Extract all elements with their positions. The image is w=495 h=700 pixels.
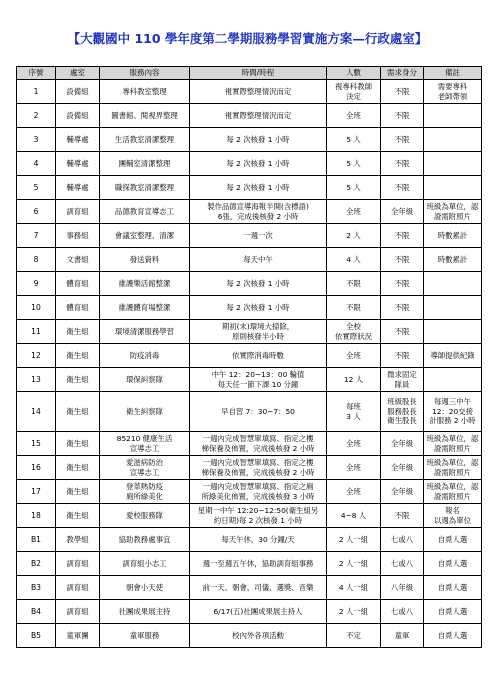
cell-people: 2 人一組: [327, 528, 381, 552]
cell-note: 自覓人選: [424, 600, 482, 624]
header-people: 人數: [327, 67, 381, 80]
cell-note: 自覓人選: [424, 528, 482, 552]
cell-people: 12 人: [327, 368, 381, 392]
cell-requirement: 七或八: [381, 528, 424, 552]
table-row: [17, 528, 482, 552]
cell-note: 需要專科 老師帶領: [424, 80, 482, 104]
cell-time: 早自習 7：30~7：50: [190, 392, 327, 432]
table-row: [17, 272, 482, 296]
cell-office: 訓育組: [56, 200, 100, 224]
cell-office: 衛生組: [56, 456, 100, 480]
cell-requirement: 七或八: [381, 600, 424, 624]
cell-content: 愛滋病防治 宣導志工: [100, 456, 190, 480]
cell-office: 訓育組: [56, 600, 100, 624]
cell-note: [424, 176, 482, 200]
table-row: [17, 296, 482, 320]
cell-no: 4: [17, 152, 56, 176]
table-row: [17, 392, 482, 432]
cell-time: 視實際整理情況而定: [190, 104, 327, 128]
cell-requirement: 八年級: [381, 576, 424, 600]
cell-time: 一週一次: [190, 224, 327, 248]
table-body: [17, 80, 482, 648]
cell-no: 16: [17, 456, 56, 480]
cell-no: 1: [17, 80, 56, 104]
cell-no: B4: [17, 600, 56, 624]
cell-requirement: 不限: [381, 128, 424, 152]
cell-office: 文書組: [56, 248, 100, 272]
cell-content: 圖書館、閱視界整理: [100, 104, 190, 128]
cell-no: 13: [17, 368, 56, 392]
cell-note: [424, 128, 482, 152]
cell-content: 維護樂活館整潔: [100, 272, 190, 296]
cell-note: 報名 以週為單位: [424, 504, 482, 528]
cell-office: 衛生組: [56, 392, 100, 432]
cell-time: 期初(末)環境大掃除， 原則核發半小時: [190, 320, 327, 344]
cell-people: 2 人一組: [327, 552, 381, 576]
cell-office: 設備組: [56, 80, 100, 104]
cell-note: 班級為單位，認 證需附照片: [424, 200, 482, 224]
cell-office: 衛生組: [56, 504, 100, 528]
table-row: [17, 104, 482, 128]
cell-office: 訓育組: [56, 576, 100, 600]
cell-content: 協助教務處事宜: [100, 528, 190, 552]
cell-people: 不定: [327, 624, 381, 648]
cell-note: [424, 320, 482, 344]
cell-time: 一週內完成智慧單填寫、指定之樓 梯保養及佈置，完成後核發 2 小時: [190, 432, 327, 456]
table-row: [17, 248, 482, 272]
cell-time: 每 2 次核發 1 小時: [190, 128, 327, 152]
cell-no: 8: [17, 248, 56, 272]
cell-content: 童軍服務: [100, 624, 190, 648]
service-plan-table: [16, 66, 482, 648]
cell-office: 體育組: [56, 272, 100, 296]
cell-people: 4 人: [327, 248, 381, 272]
cell-people: 全班: [327, 480, 381, 504]
cell-time: 校內外各項活動: [190, 624, 327, 648]
cell-time: 每 2 次核發 1 小時: [190, 296, 327, 320]
cell-office: 體育組: [56, 296, 100, 320]
cell-no: 6: [17, 200, 56, 224]
cell-people: 全班: [327, 432, 381, 456]
cell-time: 每 2 次核發 1 小時: [190, 176, 327, 200]
table-row: [17, 128, 482, 152]
cell-people: 全校 依實際狀況: [327, 320, 381, 344]
cell-no: 11: [17, 320, 56, 344]
cell-note: [424, 104, 482, 128]
table-row: [17, 152, 482, 176]
cell-people: 5 人: [327, 176, 381, 200]
cell-time: 星期一中午 12:20~12:50(衛生組另 約日期)每 2 次核發 1 小時: [190, 504, 327, 528]
table-row: [17, 624, 482, 648]
cell-content: 職探教室清潔整理: [100, 176, 190, 200]
cell-people: 4~8 人: [327, 504, 381, 528]
cell-no: 14: [17, 392, 56, 432]
cell-no: 2: [17, 104, 56, 128]
cell-content: 會議室整理、清潔: [100, 224, 190, 248]
cell-content: 環境清潔服務學習: [100, 320, 190, 344]
cell-time: 中午 12：20~13：00 輪值 每天任一節下課 10 分鐘: [190, 368, 327, 392]
cell-content: 朝會小天使: [100, 576, 190, 600]
cell-requirement: 不限: [381, 80, 424, 104]
cell-note: [424, 296, 482, 320]
cell-people: 每班 3 人: [327, 392, 381, 432]
cell-office: 輔導處: [56, 128, 100, 152]
cell-requirement: 全年級: [381, 432, 424, 456]
cell-time: 週一至週五午休，協助訓育組事務: [190, 552, 327, 576]
cell-note: 班級為單位，認 證需附照片: [424, 456, 482, 480]
cell-office: 訓育組: [56, 552, 100, 576]
table-row: [17, 552, 482, 576]
table-row: [17, 344, 482, 368]
cell-content: 環保糾察隊: [100, 368, 190, 392]
cell-note: 班級為單位，認 證需附照片: [424, 432, 482, 456]
cell-no: 17: [17, 480, 56, 504]
cell-content: 品德教育宣導志工: [100, 200, 190, 224]
cell-requirement: 不限: [381, 344, 424, 368]
cell-no: 3: [17, 128, 56, 152]
cell-requirement: 童軍: [381, 624, 424, 648]
table-row: [17, 504, 482, 528]
cell-time: 製作品德宣導海報半開(含標語) 6張，完成後核發 2 小時: [190, 200, 327, 224]
cell-content: 生活教室清潔整理: [100, 128, 190, 152]
cell-time: 前一天、朝會，司儀、選獎、音樂: [190, 576, 327, 600]
cell-requirement: 全年級: [381, 480, 424, 504]
table-row: [17, 200, 482, 224]
cell-note: 自覓人選: [424, 576, 482, 600]
cell-requirement: 不限: [381, 248, 424, 272]
cell-requirement: 不限: [381, 224, 424, 248]
cell-no: 9: [17, 272, 56, 296]
table-row: [17, 80, 482, 104]
cell-content: 防疫消毒: [100, 344, 190, 368]
cell-no: B3: [17, 576, 56, 600]
cell-requirement: 不限: [381, 320, 424, 344]
table-row: [17, 576, 482, 600]
header-office: 處室: [56, 67, 100, 80]
cell-people: 全班: [327, 200, 381, 224]
cell-requirement: 全年級: [381, 456, 424, 480]
cell-note: [424, 152, 482, 176]
cell-office: 事務組: [56, 224, 100, 248]
header-content: 服務內容: [100, 67, 190, 80]
cell-content: 訓育組小志工: [100, 552, 190, 576]
cell-no: 15: [17, 432, 56, 456]
table-row: [17, 320, 482, 344]
cell-content: 專科教室整理: [100, 80, 190, 104]
header-requirement: 需求身分: [381, 67, 424, 80]
cell-office: 輔導處: [56, 152, 100, 176]
table-row: [17, 224, 482, 248]
cell-content: 發送資料: [100, 248, 190, 272]
cell-no: B1: [17, 528, 56, 552]
cell-requirement: 七或八: [381, 552, 424, 576]
cell-people: 全班: [327, 104, 381, 128]
cell-people: 2 人一組: [327, 600, 381, 624]
cell-note: [424, 368, 482, 392]
cell-no: B2: [17, 552, 56, 576]
cell-office: 輔導處: [56, 176, 100, 200]
cell-requirement: 不限: [381, 176, 424, 200]
cell-people: 視專科教師 決定: [327, 80, 381, 104]
cell-office: 衛生組: [56, 432, 100, 456]
cell-office: 設備組: [56, 104, 100, 128]
header-no: 序號: [17, 67, 56, 80]
cell-time: 每天中午: [190, 248, 327, 272]
cell-note: 自覓人選: [424, 624, 482, 648]
cell-people: 5 人: [327, 152, 381, 176]
cell-note: 每週三中午 12：20交接 計服務 2 小時: [424, 392, 482, 432]
cell-office: 教學組: [56, 528, 100, 552]
table-row: [17, 368, 482, 392]
cell-no: 7: [17, 224, 56, 248]
cell-time: 視實際整理情況而定: [190, 80, 327, 104]
cell-people: 4 人一組: [327, 576, 381, 600]
cell-note: 時數累計: [424, 248, 482, 272]
cell-people: 不限: [327, 296, 381, 320]
cell-requirement: 班級股長 服務股長 衛生股長: [381, 392, 424, 432]
cell-requirement: 不限: [381, 504, 424, 528]
table-header-row: [17, 67, 482, 80]
table-row: [17, 432, 482, 456]
cell-people: 5 人: [327, 128, 381, 152]
cell-content: 85210 健康生活 宣導志工: [100, 432, 190, 456]
header-note: 備註: [424, 67, 482, 80]
cell-content: 愛校服務隊: [100, 504, 190, 528]
cell-no: 12: [17, 344, 56, 368]
cell-time: 一週內完成智慧單填寫、指定之廁 所綠美化佈置，完成後核發 3 小時: [190, 480, 327, 504]
cell-requirement: 不限: [381, 296, 424, 320]
cell-office: 衛生組: [56, 368, 100, 392]
cell-people: 全班: [327, 344, 381, 368]
cell-people: 2 人: [327, 224, 381, 248]
cell-content: 維護體育場整潔: [100, 296, 190, 320]
cell-content: 衛生糾察隊: [100, 392, 190, 432]
cell-no: 5: [17, 176, 56, 200]
cell-content: 團輔室清潔整理: [100, 152, 190, 176]
table-row: [17, 176, 482, 200]
table-row: [17, 456, 482, 480]
cell-people: 全班: [327, 456, 381, 480]
cell-requirement: 不限: [381, 104, 424, 128]
cell-requirement: 微求固定 隊員: [381, 368, 424, 392]
cell-content: 登革熱防疫 廁所綠美化: [100, 480, 190, 504]
cell-time: 依實際消毒時數: [190, 344, 327, 368]
cell-note: 時數累計: [424, 224, 482, 248]
table-row: [17, 600, 482, 624]
cell-time: 每天午休，30 分鐘/天: [190, 528, 327, 552]
cell-time: 一週內完成智慧單填寫、指定之樓 梯保養及佈置，完成後核發 2 小時: [190, 456, 327, 480]
cell-requirement: 不限: [381, 152, 424, 176]
cell-people: 不限: [327, 272, 381, 296]
page-title: 【大觀國中 110 學年度第二學期服務學習實施方案—行政處室】: [67, 31, 428, 46]
cell-time: 每 2 次核發 1 小時: [190, 152, 327, 176]
cell-office: 童軍團: [56, 624, 100, 648]
cell-office: 衛生組: [56, 480, 100, 504]
cell-office: 衛生組: [56, 320, 100, 344]
cell-requirement: 不限: [381, 272, 424, 296]
table-row: [17, 480, 482, 504]
header-time: 時間/時程: [190, 67, 327, 80]
cell-note: 自覓人選: [424, 552, 482, 576]
cell-content: 社團成果展主持: [100, 600, 190, 624]
cell-time: 6/17(五)社團成果展主持人: [190, 600, 327, 624]
cell-note: 導師提供紀錄: [424, 344, 482, 368]
cell-note: [424, 272, 482, 296]
cell-office: 衛生組: [56, 344, 100, 368]
cell-no: B5: [17, 624, 56, 648]
cell-no: 18: [17, 504, 56, 528]
cell-time: 每 2 次核發 1 小時: [190, 272, 327, 296]
cell-note: 班級為單位，認 證需附照片: [424, 480, 482, 504]
cell-no: 10: [17, 296, 56, 320]
cell-requirement: 全年級: [381, 200, 424, 224]
